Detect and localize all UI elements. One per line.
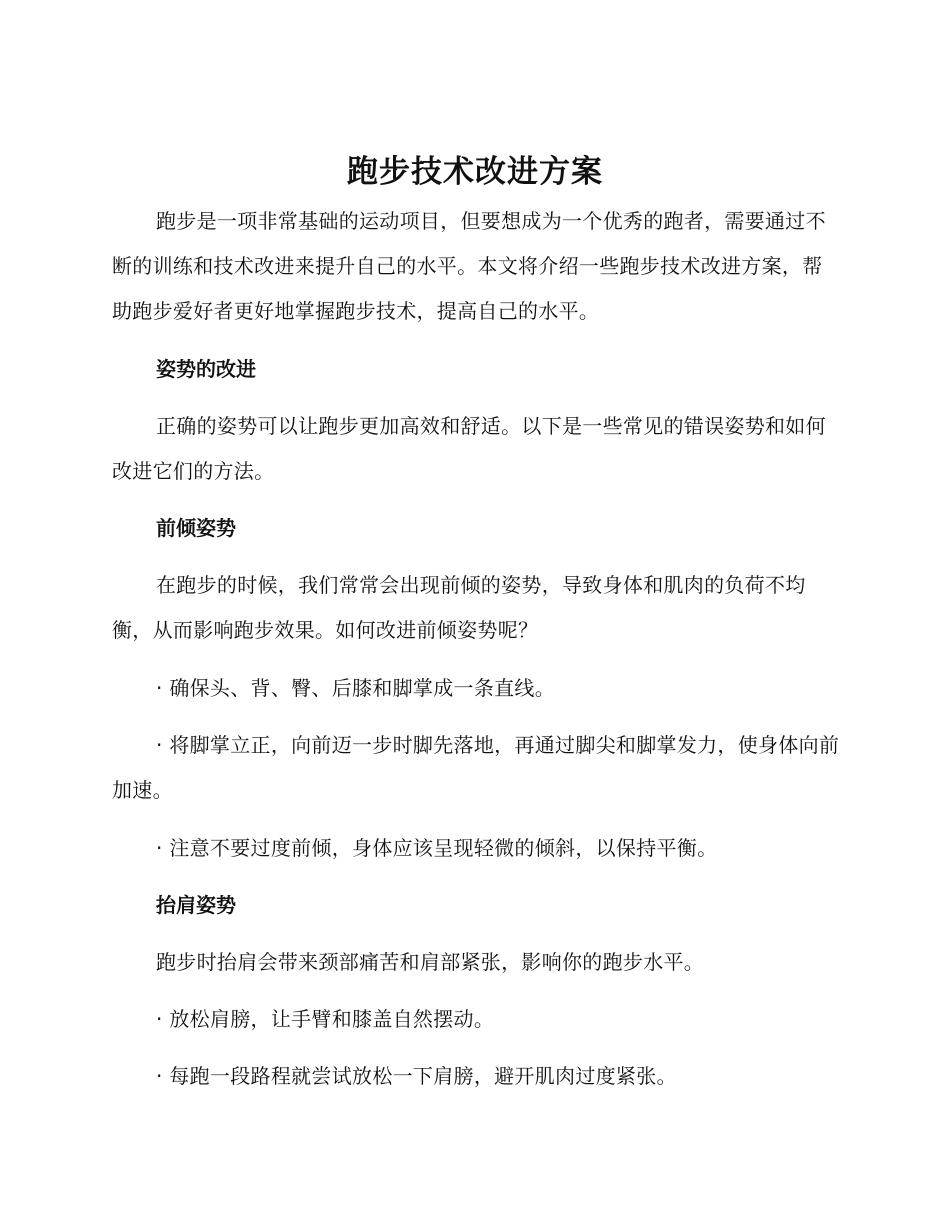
- section-heading-lean: 前倾姿势: [156, 516, 236, 540]
- lean-bullet-3: · 注意不要过度前倾，身体应该呈现轻微的倾斜，以保持平衡。: [156, 836, 718, 860]
- lean-bullet-1: · 确保头、背、臀、后膝和脚掌成一条直线。: [156, 676, 556, 700]
- document-title: 跑步技术改进方案: [347, 154, 603, 190]
- section-heading-shoulder: 抬肩姿势: [156, 893, 236, 917]
- intro-paragraph: 跑步是一项非常基础的运动项目，但要想成为一个优秀的跑者，需要通过不断的训练和技术改进来提升自己的水平。本文将介绍一些跑步技术改进方案，帮助跑步爱好者更好地掌握跑步技术，提高自己的水平。: [112, 209, 826, 323]
- section-heading-posture: 姿势的改进: [156, 357, 256, 381]
- shoulder-paragraph: 跑步时抬肩会带来颈部痛苦和肩部紧张，影响你的跑步水平。: [156, 950, 705, 974]
- shoulder-bullet-2: · 每跑一段路程就尝试放松一下肩膀，避开肌肉过度紧张。: [156, 1064, 677, 1088]
- lean-bullet-2: · 将脚掌立正，向前迈一步时脚先落地，再通过脚尖和脚掌发力，使身体向前加速。: [112, 733, 840, 802]
- shoulder-bullet-1: · 放松肩膀，让手臂和膝盖自然摆动。: [156, 1007, 495, 1031]
- lean-paragraph: 在跑步的时候，我们常常会出现前倾的姿势，导致身体和肌肉的负荷不均衡，从而影响跑步效果。如何改进前倾姿势呢？: [112, 573, 806, 642]
- posture-paragraph: 正确的姿势可以让跑步更加高效和舒适。以下是一些常见的错误姿势和如何改进它们的方法。: [112, 414, 826, 483]
